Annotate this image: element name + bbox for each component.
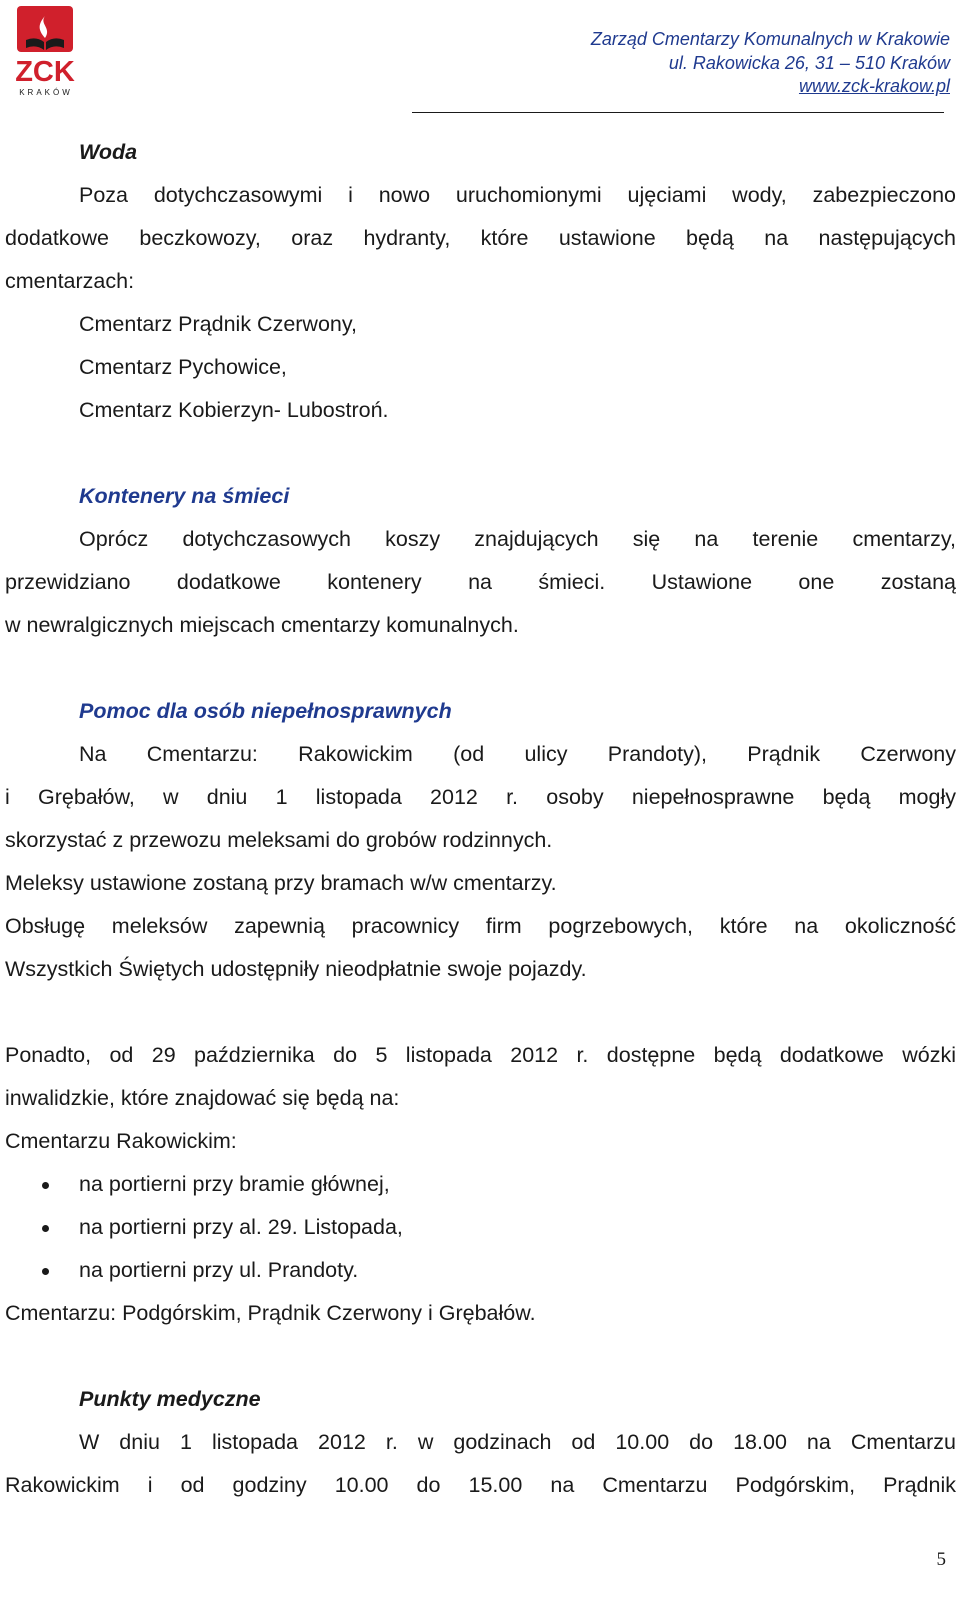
document-body <box>5 131 956 1507</box>
heading-punkty: Punkty medyczne <box>79 1387 261 1411</box>
letterhead <box>390 28 950 99</box>
spacer <box>5 1335 956 1378</box>
spacer <box>5 647 956 690</box>
header-divider <box>412 112 944 113</box>
list-item: na portierni przy bramie głównej, <box>5 1163 956 1206</box>
paragraph-line: Poza dotychczasowymi i nowo uruchomionymi ujęciami wody, zabezpieczono <box>79 183 956 207</box>
paragraph-line: dodatkowe beczkowozy, oraz hydranty, które ustawione będą na następujących <box>5 226 956 250</box>
paragraph-line: Meleksy ustawione zostaną przy bramach w/w cmentarzy. <box>5 871 557 895</box>
paragraph-line: W dniu 1 listopada 2012 r. w godzinach od 10.00 do 18.00 na Cmentarzu <box>79 1430 956 1454</box>
zck-logo <box>6 4 84 98</box>
spacer <box>5 432 956 475</box>
bullet-icon <box>42 1225 49 1232</box>
paragraph-line: i Grębałów, w dniu 1 listopada 2012 r. osoby niepełnosprawne będą mogły <box>5 785 956 809</box>
paragraph-line: Obsługę meleksów zapewnią pracownicy firm pogrzebowych, które na okoliczność <box>5 914 956 938</box>
page-number: 5 <box>936 1549 946 1570</box>
cemetery-item: Cmentarz Pychowice, <box>79 355 287 379</box>
wheelchair-locations-list <box>5 1163 956 1292</box>
heading-kontenery: Kontenery na śmieci <box>79 484 290 508</box>
cemetery-item: Cmentarz Kobierzyn- Lubostroń. <box>79 398 389 422</box>
paragraph-line: Oprócz dotychczasowych koszy znajdujących się na terenie cmentarzy, <box>79 527 956 551</box>
header-website-link[interactable]: www.zck-krakow.pl <box>798 76 950 96</box>
paragraph-line: Wszystkich Świętych udostępniły nieodpłatnie swoje pojazdy. <box>5 957 587 981</box>
header-organization: Zarząd Cmentarzy Komunalnych w Krakowie <box>590 29 950 49</box>
paragraph-line: inwalidzkie, które znajdować się będą na: <box>5 1086 400 1110</box>
bullet-icon <box>42 1182 49 1189</box>
heading-pomoc: Pomoc dla osób niepełnosprawnych <box>79 699 452 723</box>
zck-logo-icon <box>6 4 84 98</box>
paragraph-line: Rakowickim i od godziny 10.00 do 15.00 na Cmentarzu Podgórskim, Prądnik <box>5 1473 956 1497</box>
spacer <box>5 991 956 1034</box>
bullet-icon <box>42 1268 49 1275</box>
heading-woda: Woda <box>79 140 138 164</box>
list-item: na portierni przy ul. Prandoty. <box>5 1249 956 1292</box>
list-item: na portierni przy al. 29. Listopada, <box>5 1206 956 1249</box>
paragraph-line: skorzystać z przewozu meleksami do grobów rodzinnych. <box>5 828 553 852</box>
header-address: ul. Rakowicka 26, 31 – 510 Kraków <box>668 52 950 73</box>
logo-text: ZCK <box>15 56 75 88</box>
paragraph-line: przewidziano dodatkowe kontenery na śmieci. Ustawione one zostaną <box>5 570 956 594</box>
rakowicki-label: Cmentarzu Rakowickim: <box>5 1129 237 1153</box>
paragraph-line: Na Cmentarzu: Rakowickim (od ulicy Prandoty), Prądnik Czerwony <box>79 742 956 766</box>
paragraph-line: w newralgicznych miejscach cmentarzy komunalnych. <box>5 613 519 637</box>
paragraph-line: Ponadto, od 29 października do 5 listopada 2012 r. dostępne będą dodatkowe wózki <box>5 1043 956 1067</box>
logo-subtitle: KRAKÓW <box>19 88 73 97</box>
paragraph-line: cmentarzach: <box>5 269 135 293</box>
other-cemeteries-line: Cmentarzu: Podgórskim, Prądnik Czerwony i Grębałów. <box>5 1301 536 1325</box>
cemetery-item: Cmentarz Prądnik Czerwony, <box>79 312 357 336</box>
